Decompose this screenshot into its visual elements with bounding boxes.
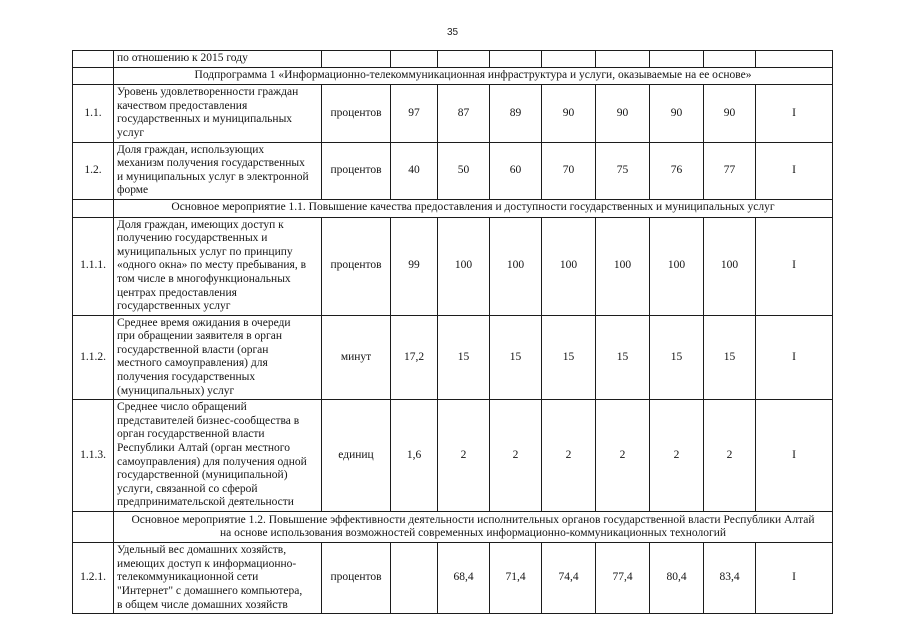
- value-cell: 83,4: [704, 543, 756, 614]
- value-cell: 100: [438, 217, 490, 315]
- table-row: [73, 400, 833, 512]
- unit-cell: [322, 51, 391, 68]
- value-cell: 17,2: [391, 315, 438, 400]
- mark-cell: I: [756, 315, 833, 400]
- value-cell: [542, 51, 596, 68]
- table-row: [73, 315, 833, 400]
- value-cell: 80,4: [650, 543, 704, 614]
- value-cell: 74,4: [542, 543, 596, 614]
- value-cell: 2: [542, 400, 596, 512]
- value-cell: [490, 51, 542, 68]
- value-cell: [596, 51, 650, 68]
- value-cell: 15: [490, 315, 542, 400]
- row-number: 1.2.1.: [73, 543, 114, 614]
- value-cell: 89: [490, 85, 542, 142]
- value-cell: 15: [542, 315, 596, 400]
- indicator-name: Удельный вес домашних хозяйств, имеющих доступ к информационно- телекоммуникационной сети "Интернет" с домашнего компьютера, в общем числе домашних хозяйств: [114, 543, 322, 614]
- value-cell: 15: [438, 315, 490, 400]
- value-cell: 76: [650, 142, 704, 199]
- unit-cell: единиц: [322, 400, 391, 512]
- value-cell: 77: [704, 142, 756, 199]
- value-cell: 77,4: [596, 543, 650, 614]
- value-cell: 70: [542, 142, 596, 199]
- value-cell: 2: [596, 400, 650, 512]
- value-cell: 15: [596, 315, 650, 400]
- table-row: [73, 543, 833, 614]
- value-cell: 1,6: [391, 400, 438, 512]
- row-number-empty: [73, 512, 114, 543]
- row-number: [73, 51, 114, 68]
- indicator-name: по отношению к 2015 году: [114, 51, 322, 68]
- mark-cell: I: [756, 543, 833, 614]
- value-cell: 15: [704, 315, 756, 400]
- value-cell: 100: [704, 217, 756, 315]
- row-number-empty: [73, 199, 114, 217]
- indicator-name: Среднее время ожидания в очереди при обращении заявителя в орган государственной власти (орган местного самоуправления) для получения государственных (муниципальных) услуг: [114, 315, 322, 400]
- unit-cell: процентов: [322, 142, 391, 199]
- row-number: 1.1.2.: [73, 315, 114, 400]
- indicator-name: Доля граждан, имеющих доступ к получению государственных и муниципальных услуг по принципу «одного окна» по месту пребывания, в том числе в многофункциональных центрах предоставления государственных услуг: [114, 217, 322, 315]
- value-cell: 2: [490, 400, 542, 512]
- mark-cell: I: [756, 142, 833, 199]
- value-cell: 75: [596, 142, 650, 199]
- indicator-name: Среднее число обращений представителей бизнес-сообщества в орган государственной власти Республики Алтай (орган местного самоуправления) для получения одной государственной (муниципальной) услуги, связанной со сферой предпринимательской деятельности: [114, 400, 322, 512]
- indicator-name: Доля граждан, использующих механизм получения государственных и муниципальных услуг в электронной форме: [114, 142, 322, 199]
- indicator-name: Уровень удовлетворенности граждан качеством предоставления государственных и муниципальных услуг: [114, 85, 322, 142]
- value-cell: 90: [650, 85, 704, 142]
- value-cell: 100: [596, 217, 650, 315]
- table-row: [73, 217, 833, 315]
- section-heading: Подпрограмма 1 «Информационно-телекоммуникационная инфраструктура и услуги, оказываемые на ее основе»: [114, 67, 833, 85]
- value-cell: 60: [490, 142, 542, 199]
- mark-cell: I: [756, 217, 833, 315]
- value-cell: 40: [391, 142, 438, 199]
- table-row: [73, 51, 833, 68]
- value-cell: 50: [438, 142, 490, 199]
- value-cell: 2: [704, 400, 756, 512]
- unit-cell: процентов: [322, 85, 391, 142]
- value-cell: 90: [596, 85, 650, 142]
- mark-cell: I: [756, 85, 833, 142]
- value-cell: [650, 51, 704, 68]
- value-cell: 100: [542, 217, 596, 315]
- section-heading: Основное мероприятие 1.1. Повышение качества предоставления и доступности государственных и муниципальных услуг: [114, 199, 833, 217]
- value-cell: 2: [650, 400, 704, 512]
- table-row: [73, 85, 833, 142]
- value-cell: 90: [704, 85, 756, 142]
- indicator-table: [72, 50, 833, 614]
- section-row: [73, 199, 833, 217]
- value-cell: 97: [391, 85, 438, 142]
- mark-cell: [756, 51, 833, 68]
- value-cell: [391, 51, 438, 68]
- table-row: [73, 142, 833, 199]
- page-number: 35: [446, 27, 459, 38]
- value-cell: 15: [650, 315, 704, 400]
- value-cell: 71,4: [490, 543, 542, 614]
- value-cell: 2: [438, 400, 490, 512]
- value-cell: 68,4: [438, 543, 490, 614]
- value-cell: [438, 51, 490, 68]
- value-cell: 99: [391, 217, 438, 315]
- section-row: [73, 67, 833, 85]
- value-cell: [704, 51, 756, 68]
- indicator-table-body: [73, 51, 833, 614]
- section-heading: Основное мероприятие 1.2. Повышение эффективности деятельности исполнительных органов государственной власти Республики Алтай на основе использования возможностей современных информационно-коммуникационных технологий: [114, 512, 833, 543]
- row-number: 1.1.3.: [73, 400, 114, 512]
- row-number: 1.1.: [73, 85, 114, 142]
- unit-cell: процентов: [322, 543, 391, 614]
- row-number-empty: [73, 67, 114, 85]
- unit-cell: минут: [322, 315, 391, 400]
- value-cell: [391, 543, 438, 614]
- row-number: 1.1.1.: [73, 217, 114, 315]
- value-cell: 90: [542, 85, 596, 142]
- value-cell: 100: [490, 217, 542, 315]
- value-cell: 100: [650, 217, 704, 315]
- section-row: [73, 512, 833, 543]
- row-number: 1.2.: [73, 142, 114, 199]
- value-cell: 87: [438, 85, 490, 142]
- unit-cell: процентов: [322, 217, 391, 315]
- mark-cell: I: [756, 400, 833, 512]
